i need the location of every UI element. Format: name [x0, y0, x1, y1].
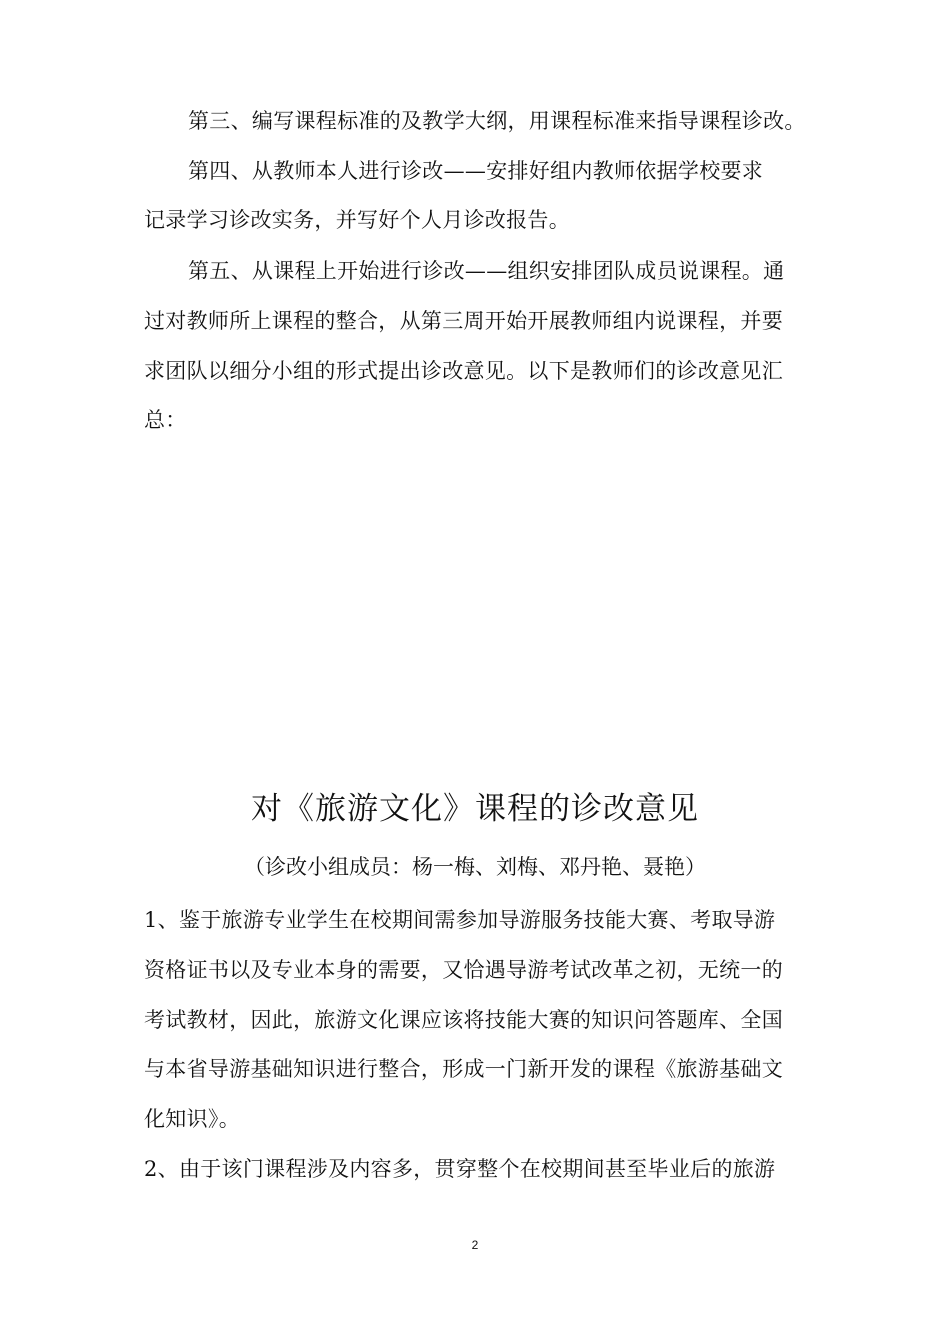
section-subtitle: （诊改小组成员：杨一梅、刘梅、邓丹艳、聂艳）	[244, 855, 706, 879]
paragraph-line: 化知识》。	[144, 1107, 240, 1131]
paragraph-line: 第五、从课程上开始进行诊改——组织安排团队成员说课程。通	[188, 259, 785, 283]
paragraph-line: 求团队以细分小组的形式提出诊改意见。以下是教师们的诊改意见汇	[144, 359, 783, 383]
paragraph-line: 记录学习诊改实务，并写好个人月诊改报告。	[144, 208, 570, 232]
paragraph-line: 2、由于该门课程涉及内容多，贯穿整个在校期间甚至毕业后的旅游	[144, 1157, 776, 1181]
paragraph-line: 过对教师所上课程的整合，从第三周开始开展教师组内说课程，并要	[144, 309, 783, 333]
paragraph-line: 1、鉴于旅游专业学生在校期间需参加导游服务技能大赛、考取导游	[144, 908, 776, 932]
paragraph-line: 第四、从教师本人进行诊改——安排好组内教师依据学校要求	[188, 159, 764, 183]
page-number: 2	[471, 1238, 479, 1252]
paragraph-line: 总：	[144, 408, 187, 432]
paragraph-line: 与本省导游基础知识进行整合，形成一门新开发的课程《旅游基础文	[144, 1057, 783, 1081]
paragraph-line: 考试教材，因此，旅游文化课应该将技能大赛的知识问答题库、全国	[144, 1008, 783, 1032]
paragraph-line: 资格证书以及专业本身的需要，又恰遇导游考试改革之初，无统一的	[144, 958, 783, 982]
section-title: 对《旅游文化》课程的诊改意见	[251, 791, 699, 827]
paragraph-line: 第三、编写课程标准的及教学大纲，用课程标准来指导课程诊改。	[188, 109, 806, 133]
